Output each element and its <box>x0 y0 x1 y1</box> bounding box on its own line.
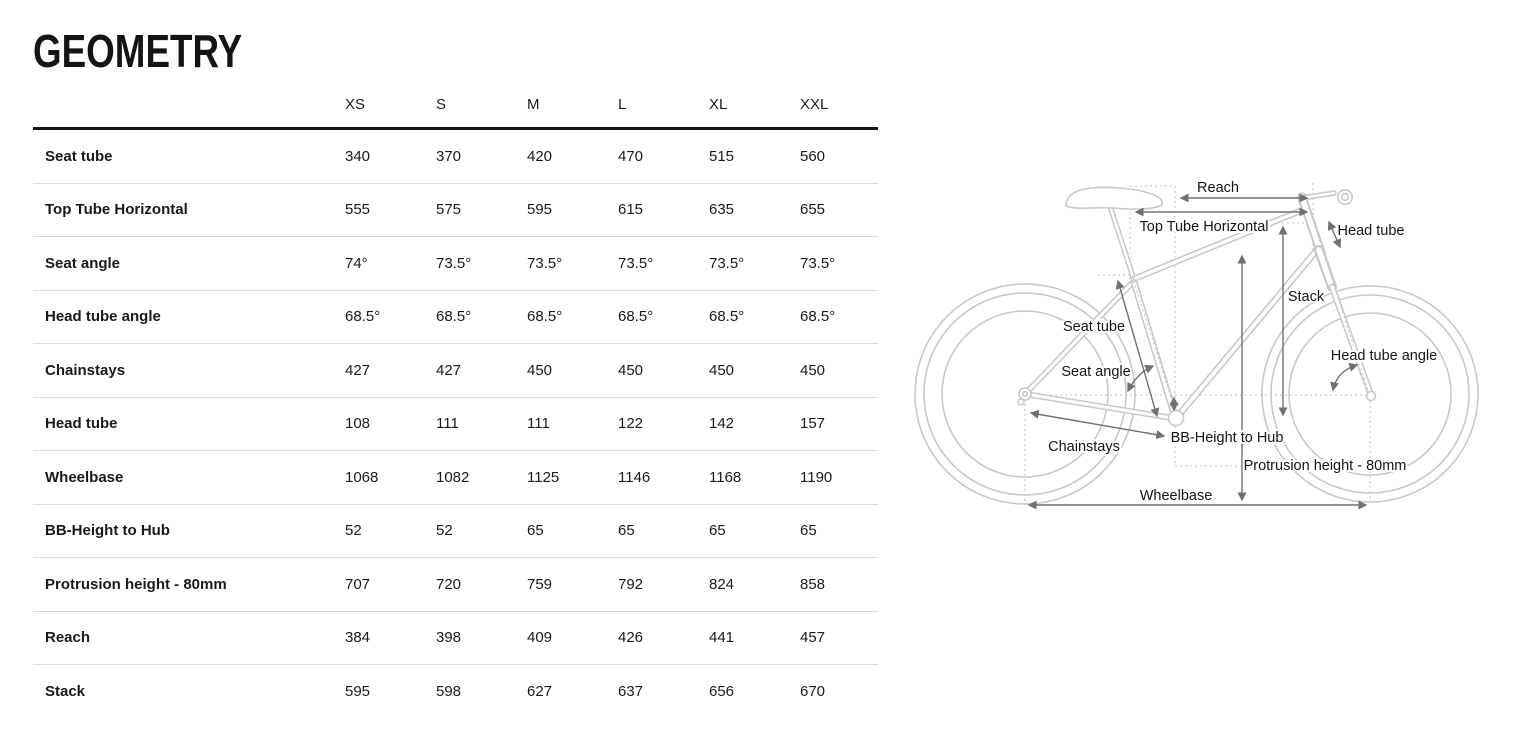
table-row <box>33 398 878 452</box>
row-value: 555 <box>345 201 371 219</box>
top-tube-horizontal-label: Top Tube Horizontal <box>1139 219 1269 235</box>
row-value: 598 <box>436 682 462 700</box>
wheelbase-label: Wheelbase <box>1139 488 1213 504</box>
row-value: 858 <box>800 575 826 593</box>
column-header: S <box>436 95 447 113</box>
row-label: Reach <box>45 629 91 647</box>
row-label: Seat angle <box>45 254 121 272</box>
row-value: 420 <box>527 147 553 165</box>
row-value: 450 <box>709 361 735 379</box>
row-value: 111 <box>527 415 550 433</box>
table-row <box>33 558 878 612</box>
derailleur <box>1018 399 1024 405</box>
bottom-bracket <box>1169 411 1184 426</box>
row-value: 68.5° <box>800 308 836 326</box>
row-value: 73.5° <box>436 254 472 272</box>
row-value: 759 <box>527 575 553 593</box>
table-row <box>33 344 878 398</box>
row-value: 450 <box>800 361 826 379</box>
row-value: 73.5° <box>618 254 654 272</box>
row-value: 142 <box>709 415 735 433</box>
row-value: 52 <box>345 522 362 540</box>
head-tube-angle-arc <box>1333 365 1357 390</box>
row-value: 122 <box>618 415 644 433</box>
row-value: 74° <box>345 254 368 272</box>
seat-tube-label: Seat tube <box>1062 319 1126 335</box>
table-row <box>33 612 878 666</box>
row-value: 409 <box>527 629 553 647</box>
row-value: 1125 <box>527 468 560 486</box>
row-label: Stack <box>45 682 86 700</box>
table-row <box>33 505 878 559</box>
row-value: 824 <box>709 575 735 593</box>
row-label: Chainstays <box>45 361 126 379</box>
row-value: 441 <box>709 629 735 647</box>
row-value: 1082 <box>436 468 470 486</box>
row-value: 450 <box>527 361 553 379</box>
protrusion-height-label: Protrusion height - 80mm <box>1243 458 1407 474</box>
table-row <box>33 451 878 505</box>
row-value: 670 <box>800 682 826 700</box>
row-value: 595 <box>527 201 553 219</box>
row-label: Top Tube Horizontal <box>45 201 188 219</box>
row-label: Head tube <box>45 415 118 433</box>
table-row <box>33 665 878 718</box>
row-value: 595 <box>345 682 371 700</box>
bb-height-to-hub-label: BB-Height to Hub <box>1170 430 1284 446</box>
head-tube-label: Head tube <box>1337 223 1405 239</box>
row-value: 720 <box>436 575 462 593</box>
row-value: 65 <box>527 522 544 540</box>
row-value: 73.5° <box>800 254 836 272</box>
row-value: 427 <box>345 361 371 379</box>
row-value: 108 <box>345 415 371 433</box>
row-value: 707 <box>345 575 371 593</box>
row-value: 68.5° <box>345 308 381 326</box>
stack-label: Stack <box>1287 289 1325 305</box>
column-header: M <box>527 95 540 113</box>
table-header-row <box>33 81 878 130</box>
row-value: 65 <box>800 522 817 540</box>
row-value: 450 <box>618 361 644 379</box>
column-header: XS <box>345 95 366 113</box>
row-label: BB-Height to Hub <box>45 522 170 540</box>
geometry-table-body <box>33 130 878 718</box>
front-hub <box>1367 392 1376 401</box>
seat-angle-label: Seat angle <box>1061 364 1131 380</box>
reach-label: Reach <box>1197 180 1239 196</box>
row-value: 65 <box>709 522 726 540</box>
row-label: Head tube angle <box>45 308 161 326</box>
row-value: 1146 <box>618 468 651 486</box>
row-value: 656 <box>709 682 735 700</box>
row-value: 1190 <box>800 468 833 486</box>
table-row <box>33 291 878 345</box>
table-row <box>33 184 878 238</box>
row-value: 52 <box>436 522 453 540</box>
row-value: 370 <box>436 147 462 165</box>
row-value: 111 <box>436 415 459 433</box>
chainstays-label: Chainstays <box>1048 439 1120 455</box>
row-label: Protrusion height - 80mm <box>45 575 227 593</box>
row-value: 457 <box>800 629 826 647</box>
row-value: 635 <box>709 201 735 219</box>
row-value: 68.5° <box>436 308 472 326</box>
row-value: 384 <box>345 629 371 647</box>
row-value: 65 <box>618 522 635 540</box>
row-value: 68.5° <box>527 308 563 326</box>
row-value: 426 <box>618 629 644 647</box>
row-value: 398 <box>436 629 462 647</box>
table-row <box>33 237 878 291</box>
row-value: 73.5° <box>709 254 745 272</box>
row-value: 637 <box>618 682 644 700</box>
row-value: 68.5° <box>618 308 654 326</box>
row-value: 73.5° <box>527 254 563 272</box>
row-value: 340 <box>345 147 371 165</box>
saddle <box>1066 187 1162 209</box>
row-value: 1168 <box>709 468 742 486</box>
row-value: 157 <box>800 415 826 433</box>
column-header: L <box>618 95 627 113</box>
column-header: XXL <box>800 95 829 113</box>
row-value: 792 <box>618 575 644 593</box>
row-value: 560 <box>800 147 826 165</box>
row-value: 615 <box>618 201 644 219</box>
row-value: 470 <box>618 147 644 165</box>
bike-geometry-diagram <box>900 155 1539 534</box>
row-value: 515 <box>709 147 735 165</box>
geometry-table <box>33 81 878 718</box>
row-value: 68.5° <box>709 308 745 326</box>
row-value: 427 <box>436 361 462 379</box>
row-value: 627 <box>527 682 553 700</box>
head-tube-angle-label: Head tube angle <box>1330 348 1438 364</box>
row-label: Seat tube <box>45 147 113 165</box>
row-value: 1068 <box>345 468 379 486</box>
row-value: 655 <box>800 201 826 219</box>
table-row <box>33 130 878 184</box>
row-label: Wheelbase <box>45 468 124 486</box>
page-title: GEOMETRY <box>33 25 243 77</box>
column-header: XL <box>709 95 728 113</box>
row-value: 575 <box>436 201 462 219</box>
